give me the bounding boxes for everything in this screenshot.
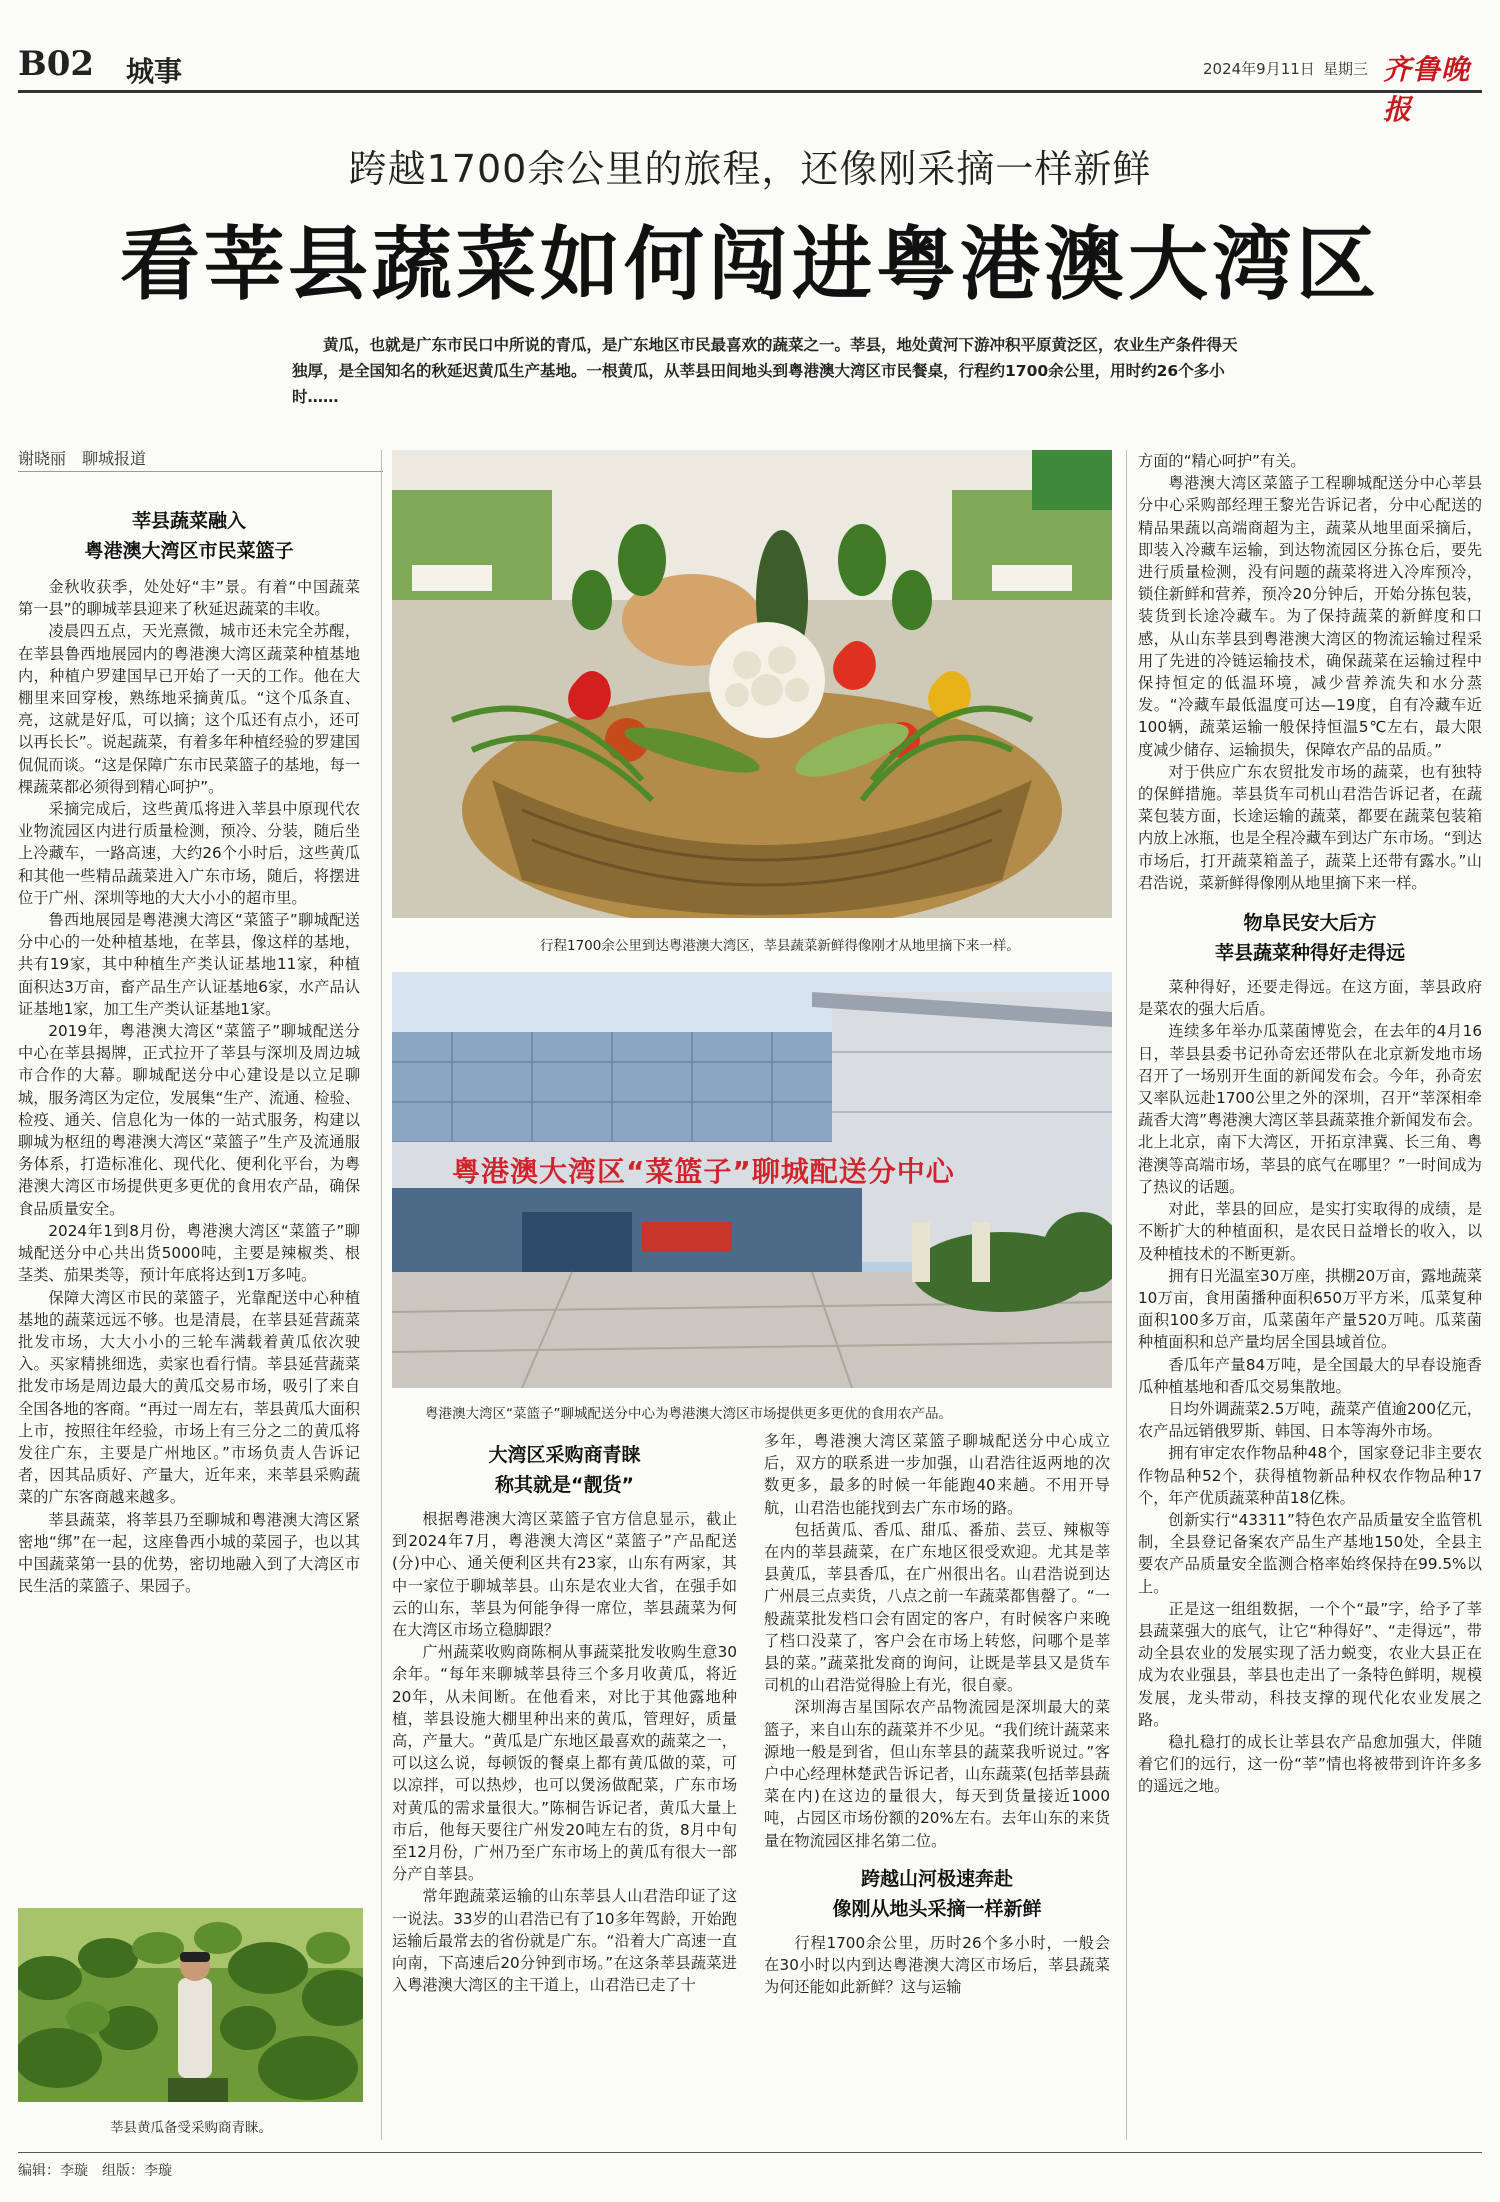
paragraph: 拥有日光温室30万座，拱棚20万亩，露地蔬菜10万亩，食用菌播种面积650万平方米，瓜菜复种面积100多万亩，瓜菜菌年产量520万吨。瓜菜菌种植面积和总产量均居全国县域首位。	[1138, 1266, 1482, 1352]
issue-date: 2024年9月11日	[1203, 60, 1315, 78]
paragraph: 对于供应广东农贸批发市场的蔬菜，也有独特的保鲜措施。莘县货车司机山君浩告诉记者，在蔬菜包装方面，长途运输的蔬菜，都要在蔬菜包装箱内放上冰瓶，也是全程冷藏车到达广东市场。“到达市场后，打开蔬菜箱盖子，蔬菜上还带有露水。”山君浩说，菜新鲜得像刚从地里摘下来一样。	[1138, 762, 1482, 892]
paragraph: 广州蔬菜收购商陈桐从事蔬菜批发收购生意30余年。“每年来聊城莘县待三个多月收黄瓜，将近20年，从未间断。在他看来，对比于其他露地种植，莘县设施大棚里种出来的黄瓜，管理好，质量高，产量大。“黄瓜是广东地区最喜欢的蔬菜之一，可以这么说，每顿饭的餐桌上都有黄瓜做的菜，可以凉拌，可以热炒，也可以煲汤做配菜，广东市场对黄瓜的需求量很大。”陈桐告诉记者，黄瓜大量上市后，他每天要往广州发20吨左右的货，8月中旬至12月份，广州乃至广东市场上的黄瓜有很大一部分产自莘县。	[392, 1643, 737, 1884]
column-3	[764, 1430, 1110, 2140]
paragraph: 创新实行“43311”特色农产品质量安全监管机制，全县登记备案农产品生产基地150处，全县主要农产品质量安全监测合格率始终保持在99.5%以上。	[1138, 1510, 1482, 1596]
paragraph: 金秋收获季，处处好“丰”景。有着“中国蔬菜第一县”的聊城莘县迎来了秋延迟蔬菜的丰收。	[18, 578, 360, 619]
paragraph: 香瓜年产量84万吨，是全国最大的早春设施香瓜种植基地和香瓜交易集散地。	[1138, 1355, 1482, 1396]
column-divider	[1126, 450, 1127, 2140]
paragraph: 对此，莘县的回应，是实打实取得的成绩，是不断扩大的种植面积，是农民日益增长的收入，以及种植技术的不断更新。	[1138, 1200, 1482, 1263]
center-photo-caption: 粤港澳大湾区“菜篮子”聊城配送分中心为粤港澳大湾区市场提供更多更优的食用农产品。	[425, 1406, 952, 1422]
paragraph: 日均外调蔬菜2.5万吨，蔬菜产值逾200亿元，农产品远销俄罗斯、韩国、日本等海外市场。	[1138, 1399, 1482, 1441]
newspaper-logo: 齐鲁晚报	[1383, 53, 1471, 126]
subhead-2a: 大湾区采购商青睐	[488, 1444, 641, 1466]
paragraph: 常年跑蔬菜运输的山东莘县人山君浩印证了这一说法。33岁的山君浩已有了10多年驾龄，开始跑运输后最常去的省份就是广东。“沿着大广高速一直向南，下高速后20分钟到市场。”在这条莘县蔬菜进入粤港澳大湾区的主干道上，山君浩已走了十	[392, 1887, 737, 1995]
subhead-1a: 莘县蔬菜融入	[131, 510, 246, 532]
paragraph: 拥有审定农作物品种48个，国家登记非主要农作物品种52个，获得植物新品种权农作物品种17个，年产优质蔬菜种苗18亿株。	[1138, 1444, 1482, 1507]
basket-photo-caption: 行程1700余公里到达粤港澳大湾区，莘县蔬菜新鲜得像刚才从地里摘下来一样。	[540, 938, 1020, 954]
paragraph: 采摘完成后，这些黄瓜将进入莘县中原现代农业物流园区内进行质量检测，预冷、分装，随后坐上冷藏车，一路高速，大约26个小时后，这些黄瓜和其他一些精品蔬菜进入广东市场，随后，将摆进位于广州、深圳等地的大大小小的超市里。	[18, 800, 360, 907]
paragraph: 正是这一组组数据，一个个“最”字，给予了莘县蔬菜强大的底气，让它“种得好”、“走得远”，带动全县农业的发展实现了活力蜕变，农业大县正在成为农业强县，莘县也走出了一条特色鲜明，规模发展，龙头带动，科技支撑的现代化农业发展之路。	[1138, 1599, 1482, 1729]
issue-weekday: 星期三	[1323, 60, 1369, 78]
header-rule	[18, 90, 1482, 93]
column-4	[1138, 450, 1482, 2142]
article-kicker: 跨越1700余公里的旅程，还像刚采摘一样新鲜	[348, 147, 1152, 191]
distribution-center-photo	[392, 972, 1112, 1388]
column-2	[392, 1430, 737, 2140]
paragraph: 方面的“精心呵护”有关。	[1138, 452, 1306, 470]
subhead-2b: 称其就是“靓货”	[495, 1474, 634, 1496]
column-1	[18, 484, 360, 1894]
vegetable-basket-photo	[392, 450, 1112, 918]
paragraph: 深圳海吉星国际农产品物流园是深圳最大的菜篮子，来自山东的蔬菜并不少见。“我们统计蔬菜来源地一般是到省，但山东莘县的蔬菜我听说过。”客户中心经理林楚武告诉记者，山东蔬菜(包括莘县蔬菜在内)在这边的量很大，每天到货量接近1000吨，占园区市场份额的20%左右。去年山东的来货量在物流园区排名第二位。	[764, 1698, 1110, 1850]
paragraph: 保障大湾区市民的菜篮子，光靠配送中心种植基地的蔬菜远远不够。也是清晨，在莘县延营蔬菜批发市场，大大小小的三轮车满载着黄瓜依次驶入。买家精挑细选，卖家也看行情。莘县延营蔬菜批发市场是周边最大的黄瓜交易市场，吸引了来自全国各地的客商。“再过一周左右，莘县黄瓜大面积上市，按照往年经验，市场上有三分之二的黄瓜将发往广东，主要是广州地区。”市场负责人告诉记者，因其品质好、产量大，近年来，来莘县采购蔬菜的广东客商越来越多。	[18, 1288, 360, 1507]
cucumber-photo-caption: 莘县黄瓜备受采购商青睐。	[110, 2120, 272, 2136]
paragraph: 凌晨四五点，天光熹微，城市还未完全苏醒，在莘县鲁西地展园内的粤港澳大湾区蔬菜种植基地内，种植户罗建国早已开始了一天的工作。他在大棚里来回穿梭，熟练地采摘黄瓜。“这个瓜条直、亮，这就是好瓜，可以摘；这个瓜还有点小，还可以再长长”。说起蔬菜，有着多年种植经验的罗建国侃侃而谈。“这是保障广东市民菜篮子的基地，每一棵蔬菜都必须得到精心呵护”。	[18, 622, 360, 796]
article-lead: 黄瓜，也就是广东市民口中所说的青瓜，是广东地区市民最喜欢的蔬菜之一。莘县，地处黄河下游冲积平原黄泛区，农业生产条件得天独厚，是全国知名的秋延迟黄瓜生产基地。一根黄瓜，从莘县田间地头到粤港澳大湾区市民餐桌，行程约1700余公里，用时约26个多小时……	[292, 336, 1238, 406]
editor-credits: 编辑：李璇 组版：李璇	[18, 2163, 172, 2179]
page-number: B02	[18, 44, 95, 84]
greenhouse-image	[18, 1908, 363, 2102]
paragraph: 多年，粤港澳大湾区菜篮子聊城配送分中心成立后，双方的联系进一步加强，山君浩往返两地的次数更多，最多的时候一年能跑40来趟。不用开导航，山君浩也能找到去广东市场的路。	[764, 1432, 1110, 1517]
paragraph: 行程1700余公里，历时26个多小时，一般会在30小时以内到达粤港澳大湾区市场后，莘县蔬菜为何还能如此新鲜？这与运输	[764, 1933, 1110, 1997]
paragraph: 包括黄瓜、香瓜、甜瓜、番茄、芸豆、辣椒等在内的莘县蔬菜，在广东地区很受欢迎。尤其是莘县黄瓜，莘县香瓜，在广州很出名。山君浩说到达广州晨三点卖货，八点之前一车蔬菜都售罄了。“一般蔬菜批发档口会有固定的客户，有时候客户来晚了档口没菜了，客户会在市场上转悠，问哪个是莘县的菜。”蔬菜批发商的询问，让既是莘县又是货车司机的山君浩觉得脸上有光，很自豪。	[764, 1520, 1110, 1695]
subhead-4a: 物阜民安大后方	[1243, 912, 1377, 935]
subhead-4b: 莘县蔬菜种得好走得远	[1214, 942, 1405, 965]
vegetable-basket-image	[392, 450, 1112, 918]
footer-rule	[18, 2152, 1482, 2153]
paragraph: 稳扎稳打的成长让莘县农产品愈加强大，伴随着它们的远行，这一份“莘”情也将被带到许许多多的遥远之地。	[1138, 1732, 1482, 1796]
subhead-3a: 跨越山河极速奔赴	[860, 1867, 1013, 1890]
column-divider	[381, 450, 382, 2140]
cucumber-greenhouse-photo	[18, 1908, 363, 2102]
section-name: 城事	[126, 55, 183, 88]
paragraph: 莘县蔬菜，将莘县乃至聊城和粤港澳大湾区紧密地“绑”在一起，这座鲁西小城的菜园子，也以其中国蔬菜第一县的优势，密切地融入到了大湾区市民生活的菜篮子、果园子。	[18, 1510, 360, 1596]
center-sign: 粤港澳大湾区“菜篮子”聊城配送分中心	[452, 1155, 955, 1188]
subhead-1b: 粤港澳大湾区市民菜篮子	[84, 540, 294, 562]
paragraph: 粤港澳大湾区菜篮子工程聊城配送分中心莘县分中心采购部经理王黎光告诉记者，分中心配送的精品果蔬以高端商超为主，蔬菜从地里面采摘后，即装入冷藏车运输，到达物流园区分拣仓后，要先进行质量检测，没有问题的蔬菜将进入冷库预冷，锁住新鲜和营养，预冷20分钟后，开始分拣包装，装货到长途冷藏车。为了保持蔬菜的新鲜度和口感，从山东莘县到粤港澳大湾区的物流运输过程采用了先进的冷链运输技术，确保蔬菜在运输过程中保持恒定的低温环境，减少营养流失和水分蒸发。“冷藏车最低温度可达—19度，自有冷藏车近100辆，蔬菜运输一般保持恒温5℃左右，最大限度减少储存、运输损失，保障农产品的品质。”	[1138, 474, 1482, 759]
paragraph: 连续多年举办瓜菜菌博览会，在去年的4月16日，莘县县委书记孙奇宏还带队在北京新发地市场召开了一场别开生面的新闻发布会。今年，孙奇宏又率队远赴1700公里之外的深圳，召开“莘深相牵 蔬香大湾”粤港澳大湾区莘县蔬菜推介新闻发布会。北上北京，南下大湾区，开拓京津冀、长三角、粤港澳等高端市场，莘县的底气在哪里？”一时间成为了热议的话题。	[1138, 1022, 1482, 1196]
paragraph: 根据粤港澳大湾区菜篮子官方信息显示，截止到2024年7月，粤港澳大湾区“菜篮子”产品配送(分)中心、通关便利区共有23家，山东有两家，其中一家位于聊城莘县。山东是农业大省，在强手如云的山东，莘县为何能争得一席位，莘县蔬菜为何在大湾区市场立稳脚跟？	[392, 1510, 737, 1640]
paragraph: 鲁西地展园是粤港澳大湾区“菜篮子”聊城配送分中心的一处种植基地，在莘县，像这样的基地，共有19家，其中种植生产类认证基地11家，种植面积达3万亩，畜产品生产认证基地6家，水产品认证基地1家，加工生产类认证基地1家。	[18, 911, 360, 1018]
byline: 谢晓丽 聊城报道	[18, 446, 383, 472]
paragraph: 2024年1到8月份，粤港澳大湾区“菜篮子”聊城配送分中心共出货5000吨，主要是辣椒类、根茎类、茄果类等，预计年底将达到1万多吨。	[18, 1221, 360, 1285]
article-headline: 看莘县蔬菜如何闯进粤港澳大湾区	[120, 217, 1380, 311]
subhead-3b: 像刚从地头采摘一样新鲜	[832, 1897, 1042, 1920]
paragraph: 2019年，粤港澳大湾区“菜篮子”聊城配送分中心在莘县揭牌，正式拉开了莘县与深圳及周边城市合作的大幕。聊城配送分中心建设是以立足聊城，服务湾区为定位，发展集“生产、流通、检验、检疫、通关、信息化为一体的一站式服务，构建以聊城为枢纽的粤港澳大湾区“菜篮子”生产及流通服务体系，打造标准化、现代化、便利化平台，为粤港澳大湾区市场提供更多更优的食用农产品，确保食品质量安全。	[18, 1022, 360, 1218]
page-header	[18, 44, 1482, 126]
paragraph: 菜种得好，还要走得远。在这方面，莘县政府是菜农的强大后盾。	[1138, 978, 1482, 1019]
